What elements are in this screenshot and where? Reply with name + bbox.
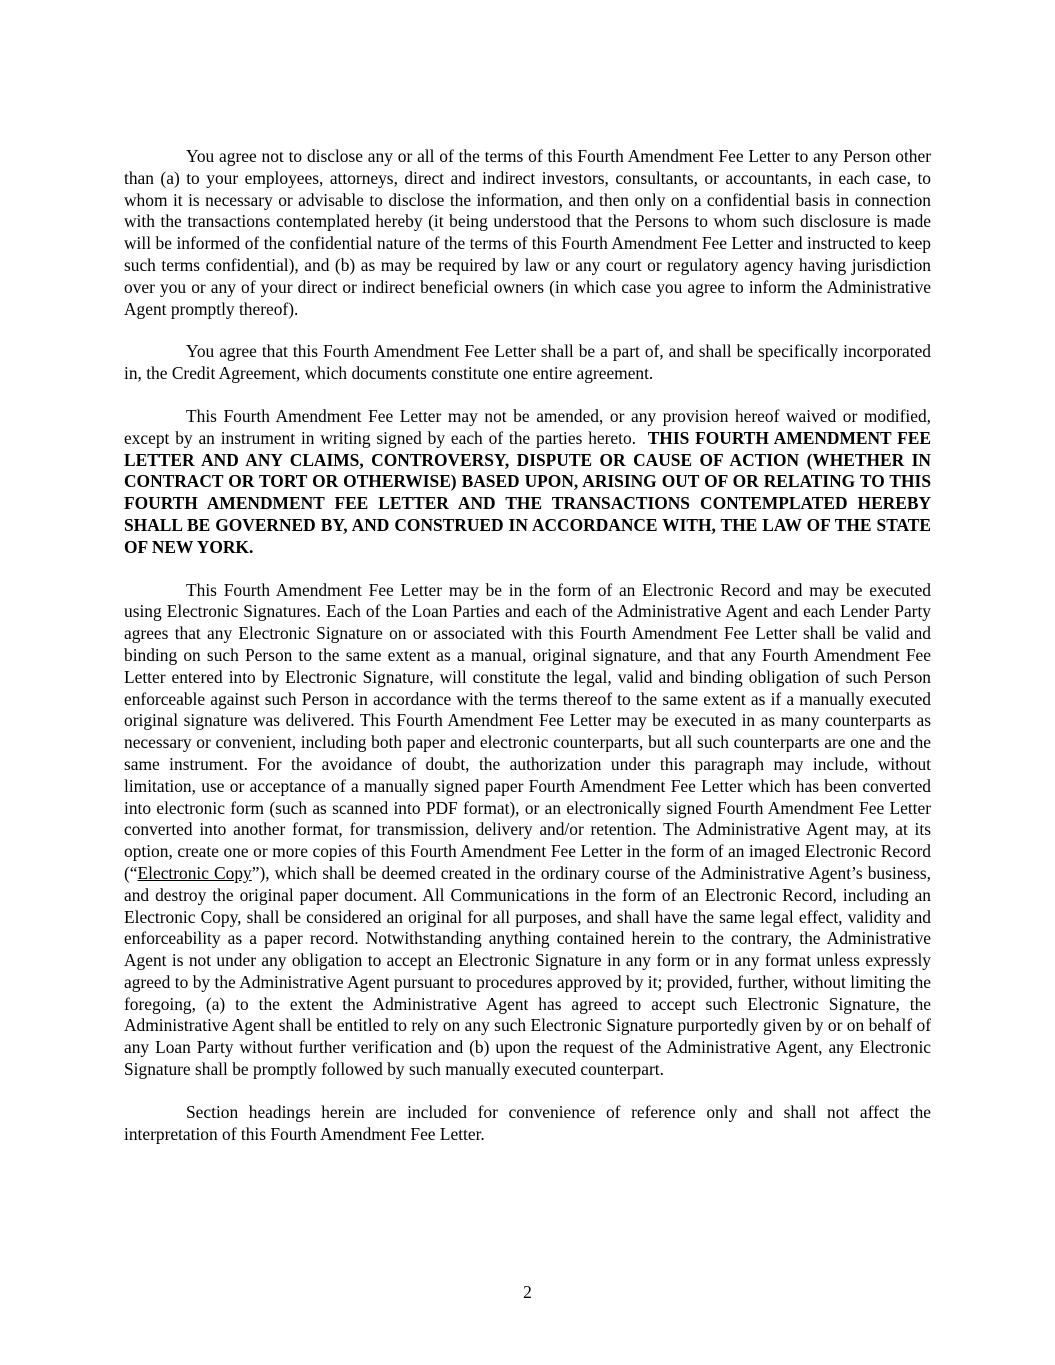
page-number: 2 [523, 1282, 532, 1302]
paragraph-governing-law-text: This Fourth Amendment Fee Letter may not be amended, or any provision hereof waived or modified, except by an instrument in writing signed by each of the parties hereto. [124, 405, 931, 448]
electronic-copy-defined-term: Electronic Copy [137, 862, 252, 883]
electronic-signatures-text-before: This Fourth Amendment Fee Letter may be in the form of an Electronic Record and may be executed using Electronic Signatures. Each of the Loan Parties and each of the Administrative Agent and each Lender Party agrees that any Electronic Signature on or associated with this Fourth Amendment Fee Letter shall be valid and binding on such Person to the same extent as a manual, original signature, and that any Fourth Amendment Fee Letter entered into by Electronic Signature, will constitute the legal, valid and binding obligation of such Person enforceable against such Person in accordance with the terms thereof to the same extent as if a manually executed original signature was delivered. This Fourth Amendment Fee Letter may be executed in as many counterparts as necessary or convenient, including both paper and electronic counterparts, but all such counterparts are one and the same instrument. For the avoidance of doubt, the authorization under this paragraph may include, without limitation, use or acceptance of a manually signed paper Fourth Amendment Fee Letter which has been converted into electronic form (such as scanned into PDF format), or an electronically signed Fourth Amendment Fee Letter converted into another format, for transmission, delivery and/or retention. The Administrative Agent may, at its option, create one or more copies of this Fourth Amendment Fee Letter in the form of an imaged Electronic Record (“ [124, 579, 931, 883]
electronic-signatures-text-after: ”), which shall be deemed created in the ordinary course of the Administrative Agent’s business, and destroy the original paper document. All Communications in the form of an Electronic Record, including an Electronic Copy, shall be considered an original for all purposes, and shall have the same legal effect, validity and enforceability as a paper record. Notwithstanding anything contained herein to the contrary, the Administrative Agent is not under any obligation to accept an Electronic Signature in any form or in any format unless expressly agreed to by the Administrative Agent pursuant to procedures approved by it; provided, further, without limiting the foregoing, (a) to the extent the Administrative Agent has agreed to accept such Electronic Signature, the Administrative Agent shall be entitled to rely on any such Electronic Signature purportedly given by or on behalf of any Loan Party without further verification and (b) upon the request of the Administrative Agent, any Electronic Signature shall be promptly followed by such manually executed counterpart. [124, 862, 931, 1080]
document-body [124, 146, 931, 1166]
paragraph-section-headings: Section headings herein are included for convenience of reference only and shall not affect the interpretation of this Fourth Amendment Fee Letter. [124, 1101, 931, 1144]
paragraph-electronic-signatures [124, 580, 931, 1081]
governing-law-clause: THIS FOURTH AMENDMENT FEE LETTER AND ANY CLAIMS, CONTROVERSY, DISPUTE OR CAUSE OF ACTION (WHETHER IN CONTRACT OR TORT OR OTHERWISE) BASED UPON, ARISING OUT OF OR RELATING TO THIS FOURTH AMENDMENT FEE LETTER AND THE TRANSACTIONS CONTEMPLATED HEREBY SHALL BE GOVERNED BY, AND CONSTRUED IN ACCORDANCE WITH, THE LAW OF THE STATE OF NEW YORK. [124, 427, 931, 557]
paragraph-confidentiality: You agree not to disclose any or all of the terms of this Fourth Amendment Fee Letter to any Person other than (a) to your employees, attorneys, direct and indirect investors, consultants, or accountants, in each case, to whom it is necessary or advisable to disclose the information, and then only on a confidential basis in connection with the transactions contemplated hereby (it being understood that the Persons to whom such disclosure is made will be informed of the confidential nature of the terms of this Fourth Amendment Fee Letter and instructed to keep such terms confidential), and (b) as may be required by law or any court or regulatory agency having jurisdiction over you or any of your direct or indirect beneficial owners (in which case you agree to inform the Administrative Agent promptly thereof). [124, 146, 931, 319]
paragraph-governing-law [124, 406, 931, 559]
paragraph-incorporation: You agree that this Fourth Amendment Fee Letter shall be a part of, and shall be specifically incorporated in, the Credit Agreement, which documents constitute one entire agreement. [124, 341, 931, 384]
